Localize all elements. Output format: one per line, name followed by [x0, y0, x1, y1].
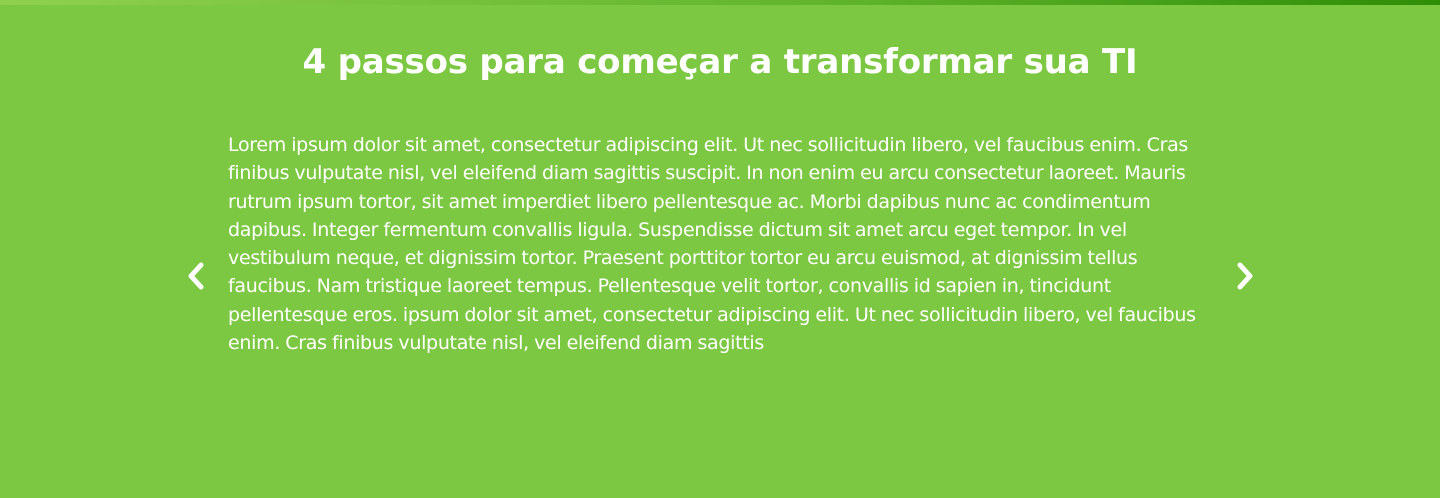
- chevron-right-icon: [1234, 261, 1256, 291]
- section-title: 4 passos para começar a transformar sua TI: [302, 42, 1138, 82]
- carousel-next-button[interactable]: [1229, 258, 1261, 294]
- carousel-slide-text: Lorem ipsum dolor sit amet, consectetur adipiscing elit. Ut nec sollicitudin libero, vel faucibus enim. Cras finibus vulputate nisl, vel eleifend diam sagittis suscipit. In non enim eu arcu consectetur laoreet. Mauris rutrum ipsum tortor, sit amet imperdiet libero pellentesque ac. Morbi dapibus nunc ac condimentum dapibus. Integer fermentum convallis ligula. Suspendisse dictum sit amet arcu eget tempor. In vel vestibulum neque, et dignissim tortor. Praesent porttitor tortor eu arcu euismod, at dignissim tellus faucibus. Nam tristique laoreet tempus. Pellentesque velit tortor, convallis id sapien in, tincidunt pellentesque eros. ipsum dolor sit amet, consectetur adipiscing elit. Ut nec sollicitudin libero, vel faucibus enim. Cras finibus vulputate nisl, vel eleifend diam sagittis: [228, 134, 1196, 355]
- top-accent-bar: [0, 0, 1440, 5]
- carousel-prev-button[interactable]: [180, 258, 212, 294]
- chevron-left-icon: [185, 261, 207, 291]
